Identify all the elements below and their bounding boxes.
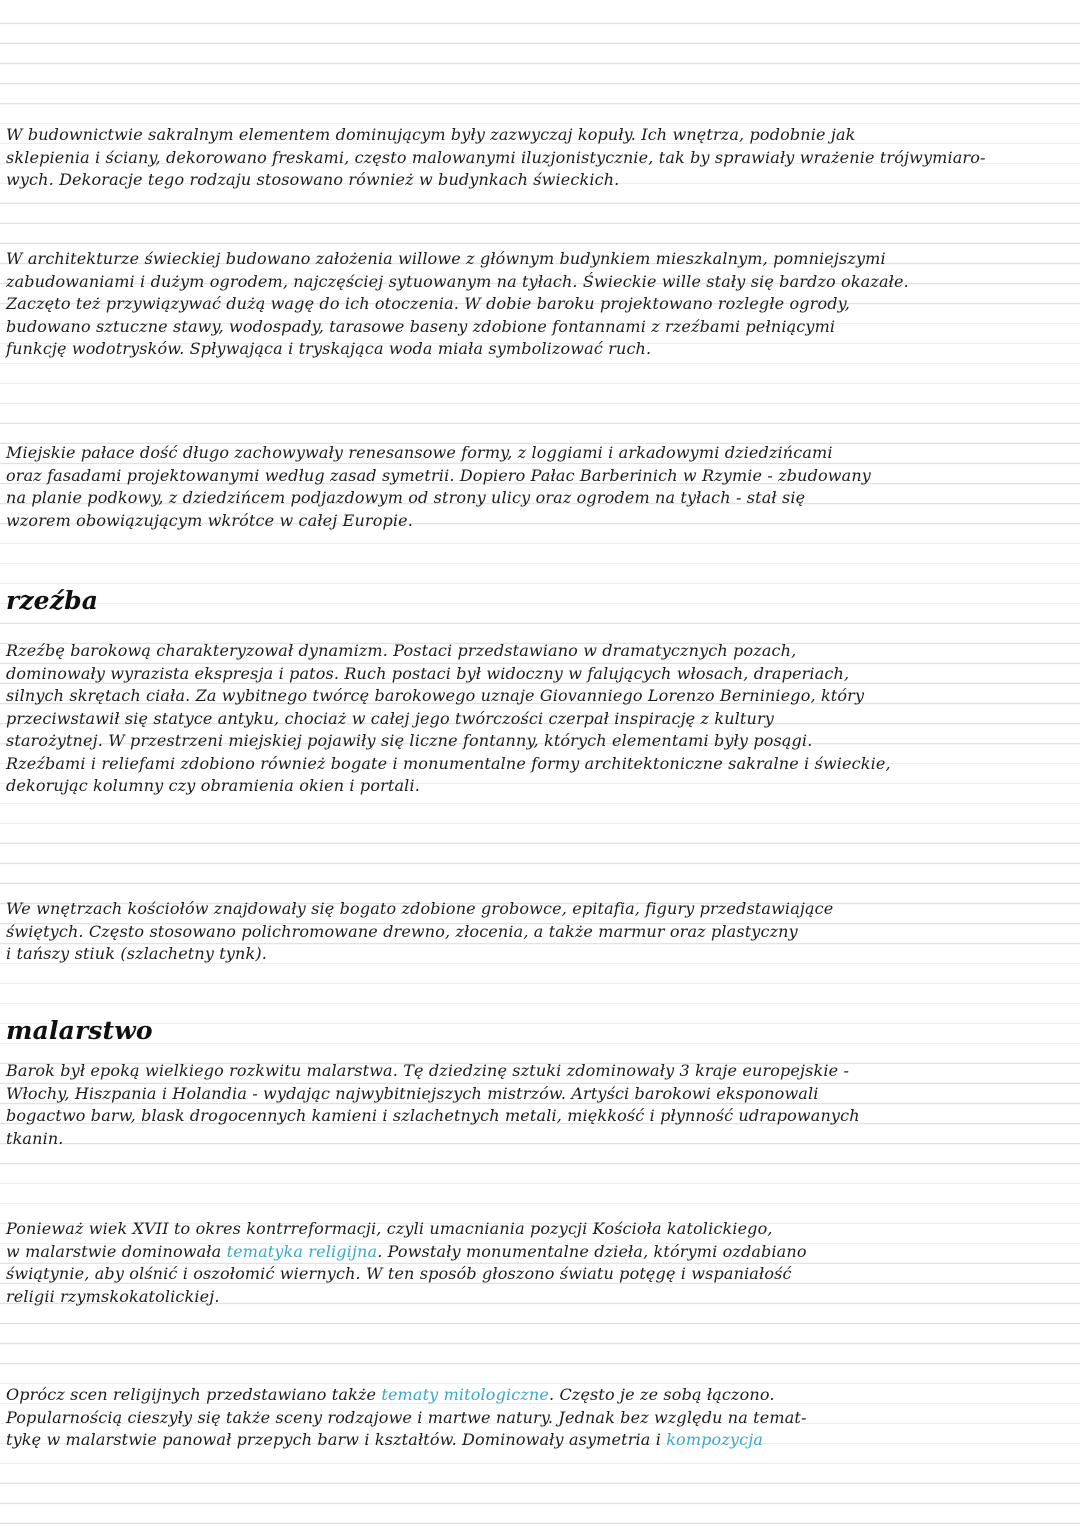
text-line — [6, 1429, 1058, 1452]
text-line: świętych. Często stosowano polichromowane drewno, złocenia, a także marmur oraz plastyczny — [6, 921, 798, 941]
paragraph-mythological-themes — [6, 1384, 1058, 1452]
text-line — [6, 1241, 1058, 1264]
text-segment: tykę w malarstwie panował przepych barw i kształtów. Dominowały asymetria i — [6, 1430, 667, 1449]
paragraph-sculpture — [6, 640, 1058, 798]
text-line: i tańszy stiuk (szlachetny tynk). — [6, 944, 267, 963]
text-line: dominowały wyrazista ekspresja i patos. Ruch postaci był widoczny w falujących włosach, draperiach, — [6, 663, 850, 683]
text-line: starożytnej. W przestrzeni miejskiej pojawiły się liczne fontanny, których elementami były posągi. — [6, 731, 813, 750]
highlight-mythological-themes: tematy mitologiczne — [381, 1385, 549, 1404]
text-line: Zaczęto też przywiązywać dużą wagę do ich otoczenia. W dobie baroku projektowano rozległe ogrody, — [6, 294, 850, 313]
highlight-religious-themes: tematyka religijna — [226, 1241, 378, 1261]
text-line: wzorem obowiązującym wkrótce w całej Europie. — [6, 510, 414, 530]
paragraph-painting-intro — [6, 1060, 1058, 1150]
paragraph-church-interiors — [6, 898, 1058, 966]
text-line: oraz fasadami projektowanymi według zasad symetrii. Dopiero Pałac Barberinich w Rzymie - zbudowany — [6, 465, 871, 485]
text-line: świątynie, aby olśnić i oszołomić wiernych. W ten sposób głoszono światu potęgę i wspaniałość — [6, 1264, 792, 1283]
text-segment: Oprócz scen religijnych przedstawiano także — [6, 1385, 382, 1404]
text-line: tkanin. — [6, 1128, 64, 1148]
text-line: dekorując kolumny czy obramienia okien i portali. — [6, 776, 420, 795]
text-line: bogactwo barw, blask drogocennych kamieni i szlachetnych metali, miękkość i płynność udrapowanych — [6, 1106, 860, 1125]
heading-painting: malarstwo — [6, 1016, 153, 1045]
paragraph-religious-themes — [6, 1218, 1058, 1308]
text-line: We wnętrzach kościołów znajdowały się bogato zdobione grobowce, epitafia, figury przedstawiające — [6, 899, 834, 918]
text-line: religii rzymskokatolickiej. — [6, 1286, 220, 1306]
text-line: silnych skrętach ciała. Za wybitnego twórcę barokowego uznaje Giovanniego Lorenzo Berniniego, który — [6, 686, 865, 705]
text-line: zabudowaniami i dużym ogrodem, najczęściej sytuowanym na tyłach. Świeckie wille stały się bardzo okazałe. — [6, 271, 909, 291]
text-segment: . Powstały monumentalne dzieła, którymi ozdabiano — [377, 1241, 807, 1261]
text-line: Miejskie pałace dość długo zachowywały renesansowe formy, z loggiami i arkadowymi dziedzińcami — [6, 443, 833, 462]
text-line: budowano sztuczne stawy, wodospady, tarasowe baseny zdobione fontannami z rzeźbami pełniącymi — [6, 316, 836, 336]
text-line: Rzeźbę barokową charakteryzował dynamizm. Postaci przedstawiano w dramatycznych pozach, — [6, 641, 797, 660]
text-line — [6, 1384, 1058, 1407]
paragraph-secular-architecture — [6, 248, 1058, 361]
text-line: sklepienia i ściany, dekorowano freskami, często malowanymi iluzjonistycznie, tak by sprawiały wrażenie trójwymiaro- — [6, 147, 986, 167]
text-line: Popularnością cieszyły się także sceny rodzajowe i martwe natury. Jednak bez względu na temat- — [6, 1407, 807, 1427]
text-line: Rzeźbami i reliefami zdobiono również bogate i monumentalne formy architektoniczne sakralne i świeckie, — [6, 753, 891, 773]
text-line: Barok był epoką wielkiego rozkwitu malarstwa. Tę dziedzinę sztuki zdominowały 3 kraje europejskie - — [6, 1061, 850, 1080]
text-line: przeciwstawił się statyce antyku, chociaż w całej jego twórczości czerpał inspirację z kultury — [6, 708, 774, 728]
text-line: funkcję wodotrysków. Spływająca i tryskająca woda miała symbolizować ruch. — [6, 339, 652, 358]
text-line: W architekturze świeckiej budowano założenia willowe z głównym budynkiem mieszkalnym, pomniejszymi — [6, 249, 886, 268]
text-line: W budownictwie sakralnym elementem dominującym były zazwyczaj kopuły. Ich wnętrza, podobnie jak — [6, 125, 856, 144]
text-line: Ponieważ wiek XVII to okres kontrreformacji, czyli umacniania pozycji Kościoła katolickiego, — [6, 1219, 773, 1238]
text-line: Włochy, Hiszpania i Holandia - wydając najwybitniejszych mistrzów. Artyści barokowi eksponowali — [6, 1083, 819, 1103]
paragraph-city-palaces — [6, 442, 1058, 532]
text-segment: . Często je ze sobą łączono. — [549, 1385, 775, 1404]
text-segment: w malarstwie dominowała — [6, 1241, 227, 1261]
text-line: na planie podkowy, z dziedzińcem podjazdowym od strony ulicy oraz ogrodem na tyłach - stał się — [6, 488, 806, 507]
paragraph-sacral-architecture — [6, 124, 1058, 192]
text-line: wych. Dekoracje tego rodzaju stosowano również w budynkach świeckich. — [6, 170, 620, 189]
highlight-composition: kompozycja — [666, 1430, 764, 1449]
heading-sculpture: rzeźba — [6, 586, 99, 615]
